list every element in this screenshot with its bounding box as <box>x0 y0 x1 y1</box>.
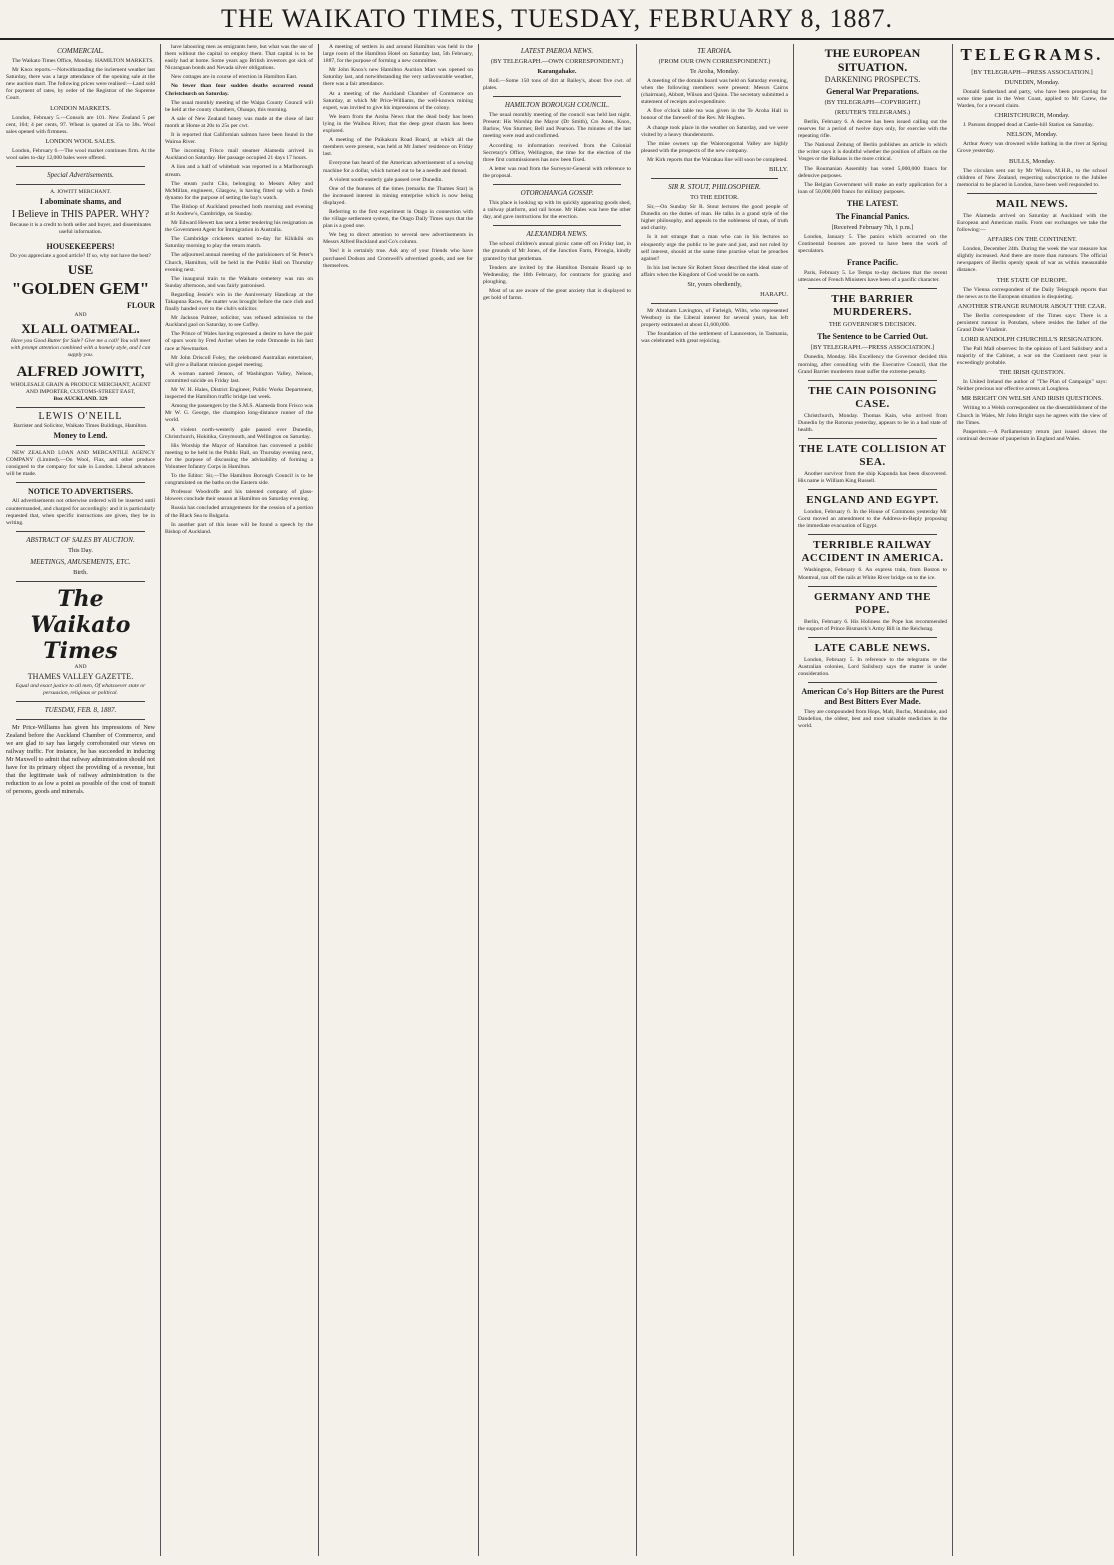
divider <box>493 184 621 185</box>
stout-body: Is it not strange that a man who can in his lectures so eloquently urge the public to be pure and just, and not ruled by self interest, should at the same time practise what he preaches against? <box>641 234 788 262</box>
news-item: A meeting of the Paikakura Road Board, at which all the members were present, was held at Mr James' residence on Friday last. <box>323 137 473 158</box>
churchill-body: The Pall Mall observes: In the opinion of Lord Salisbury and a majority of the Cabinet, a war on the Continent next year is exceedingly probable. <box>957 345 1107 367</box>
alfred-jowitt-box: Box AUCKLAND. 329 <box>53 396 108 403</box>
news-item: The inaugural train to the Waikato cemetery was run on Sunday afternoon, and was fairly patronised. <box>165 275 313 289</box>
oneill-sub: Barrister and Solicitor, Waikato Times Buildings, Hamilton. <box>13 423 148 430</box>
panics-sub: [Received February 7th, 1 p.m.] <box>831 223 914 231</box>
aroha-body: The mine owners up the Waiorongomai Valley are highly pleased with the prospects of the new company. <box>641 140 788 154</box>
dateline: BULLS, Monday. <box>1009 157 1055 165</box>
news-item: A lion and a half of whitebait was reported in a Marlborough stream. <box>165 164 313 178</box>
barrier-body: Dunedin, Monday. His Excellency the Governor decided this morning, after consulting with the Executive Council, that the Grand Barrier murderers must suffer the extreme penalty. <box>798 354 947 375</box>
column-6 <box>794 44 953 1556</box>
welsh-heading: MR BRIGHT ON WELSH AND IRISH QUESTIONS. <box>961 395 1103 403</box>
stout-body: Sir,—On Sunday Sir R. Stout lectures the good people of Dunedin on the duties of man. He talks in a grand style of the higher philosophy, and appeals to the nobleness of man, of truth and charity. <box>641 204 788 232</box>
european-body: The Belgian Government will make an early application for a loan of 50,000,000 francs for military purposes. <box>798 181 947 195</box>
borough-body: A letter was read from the Surveyor-General with reference to the proposal. <box>483 165 631 179</box>
dateline: NELSON, Monday. <box>1006 131 1058 139</box>
continent-heading: AFFAIRS ON THE CONTINENT. <box>987 236 1077 244</box>
rumour-heading: ANOTHER STRANGE RUMOUR ABOUT THE CZAR. <box>957 302 1107 310</box>
abstract-heading: ABSTRACT OF SALES BY AUCTION. <box>26 535 135 544</box>
column-3 <box>319 44 479 1556</box>
european-sub2: General War Preparations. <box>826 87 919 96</box>
alexandra-body: Most of us are aware of the great anxiety that is displayed to get hold of farms. <box>483 287 631 301</box>
alexandra-heading: ALEXANDRA NEWS. <box>526 230 588 239</box>
state-body: The Vienna correspondent of the Daily Telegraph reports that the news as to the European situation is disquieting. <box>957 286 1107 300</box>
news-item: Referring to the first experiment in Otago in connection with the village settlement system, the Otago Daily Times says that the plan is a good one. <box>323 208 473 230</box>
housekeepers-body: Do you appreciate a good article? If so, why not have the best? <box>10 253 151 260</box>
telegram-body: Arthur Avery was drowned while bathing in the river at Spring Grove yesterday. <box>957 141 1107 155</box>
news-item: No fewer than four sudden deaths occurred round Christchurch on Saturday. <box>165 83 313 97</box>
news-item: The Cambridge cricketers started to-day for Kihikihi on Saturday morning to play the return match. <box>165 236 313 250</box>
news-item: The Prince of Wales having expressed a desire to have the pair of spurs worn by Fred Archer when he rode Ormonde in his last race at Newmarket. <box>165 331 313 352</box>
column-7 <box>953 44 1112 1556</box>
divider <box>16 581 145 582</box>
divider <box>16 184 145 185</box>
egypt-heading: ENGLAND AND EGYPT. <box>806 494 939 507</box>
cain-heading: THE CAIN POISONING CASE. <box>808 384 937 410</box>
golden-gem-title: "GOLDEN GEM" <box>11 279 150 299</box>
news-item: Among the passengers by the S.M.S. Alameda from Frisco was Mr W. G. George, the champion long-distance runner of the world. <box>165 403 313 424</box>
hop-bitters-body: They are compounded from Hops, Malt, Buchu, Mandrake, and Dandelion, the oldest, best and most valuable medicines in the world. <box>798 709 947 730</box>
telegram-body: J. Parsons dropped dead at Castle-hill Station on Saturday. <box>963 122 1094 129</box>
gazette-title: THAMES VALLEY GAZETTE. <box>27 671 134 681</box>
divider <box>808 288 937 289</box>
this-day-label: This Day. <box>68 546 93 554</box>
use-label: USE <box>67 262 94 278</box>
alfred-jowitt-sub: WHOLESALE GRAIN & PRODUCE MERCHANT, AGENT AND IMPORTER, CUSTOMS-STREET EAST, <box>10 382 151 396</box>
otorohanga-heading: OTOROHANGA GOSSIP. <box>520 189 594 198</box>
divider <box>16 701 145 702</box>
divider <box>967 193 1097 194</box>
paeroa-sub: (BY TELEGRAPH.—OWN CORRESPONDENT.) <box>490 58 624 65</box>
telegrams-heading: TELEGRAMS. <box>960 45 1104 64</box>
news-item: New cottages are in course of erection in Hamilton East. <box>171 74 298 81</box>
irish-body: In United Ireland the author of "The Plan of Campaign" says: Neither precious nor effective arrests at Loughrea. <box>957 379 1107 393</box>
shams-line: I abominate shams, and <box>39 197 122 207</box>
divider <box>16 719 145 720</box>
news-item: One of the features of the times (remarks the Thames Star) is the increased interest in mining enterprise which is now being displayed. <box>323 185 473 206</box>
news-item: Yes! it is certainly true. Ask any of your friends who have purchased Dodson and Cromwell's advertised goods, and see for themselves. <box>323 248 473 269</box>
divider <box>808 637 937 638</box>
divider <box>16 445 145 446</box>
divider <box>808 682 937 683</box>
railway-body: Washington, February 6. An express train, from Boston to Montreal, ran off the rails at White River bridge on to the ice. <box>798 567 947 581</box>
news-item: The incoming Frisco mail steamer Alameda arrived in Auckland on Saturday. Her passage occupied 21 days 17 hours. <box>165 148 313 162</box>
aroha-body: Mr Kirk reports that the Wairakau line will soon be completed. <box>647 156 788 163</box>
believe-body: Because it is a credit to both seller and buyer, and disseminates useful information. <box>9 222 152 236</box>
mail-news-body: The Alameda arrived on Saturday at Auckland with the European and American mails. From our exchanges we take the following:— <box>957 212 1107 234</box>
divider <box>16 482 145 483</box>
continent-body: London, December 24th. During the week the war measure has slightly increased. And there are more than rumours. The official newspapers of Berlin openly speak of war as within measurable distance. <box>957 246 1107 274</box>
news-item: To the Editor: Sir,—The Hamilton Borough Council is to be congratulated on the baths on the Eastern side. <box>165 473 313 487</box>
borough-heading: HAMILTON BOROUGH COUNCIL. <box>504 101 610 110</box>
stout-signoff: HARAPU. <box>760 290 788 298</box>
divider <box>493 225 621 226</box>
editorial-body: Mr Price-Williams has given his impressions of New Zealand before the Auckland Chamber of Commerce, and we are glad to say has largely corroborated our views on railway traffic. For instance, he has succeeded in inducing Mr Maxwell to admit that railway administration should not have for its primary object the providing of a revenue, but that the legitimate task of railway administration is the reduction to as low a point as possible of the cost of transit of persons, goods and minerals. <box>6 723 155 795</box>
london-markets-heading: LONDON MARKETS. <box>50 104 111 112</box>
barrier-sub: THE GOVERNOR'S DECISION. <box>828 321 917 329</box>
divider <box>16 166 145 167</box>
believe-line: I Believe in THIS PAPER. WHY? <box>11 209 150 221</box>
oneill-title: LEWIS O'NEILL <box>38 411 123 423</box>
divider <box>16 407 145 408</box>
aroha-body: A change took place in the weather on Saturday, and we were visited by a heavy thunderstorm. <box>641 124 788 138</box>
news-item: The usual monthly meeting of the Waipa County Council will be held at the county chambers, Ohaupo, this morning. <box>165 99 313 113</box>
barrier-tel: [BY TELEGRAPH.—PRESS ASSOCIATION.] <box>810 344 935 352</box>
stout-sub: TO THE EDITOR. <box>690 194 739 202</box>
otorohanga-body: This place is looking up with its quickly appearing goods shed, a railway platform, and rail house. Mr Hales was here the other day, and gave instructions for the erection. <box>483 200 631 221</box>
alexandra-body: Tenders are invited by the Hamilton Domain Board up to Wednesday, the 16th February, for contracts for grazing and ploughing. <box>483 264 631 285</box>
european-body: Berlin, February 6. A decree has been issued calling out the reserves for a period of twelve days only, for exercise with the repeating rifle. <box>798 119 947 140</box>
aroha-sub: (FROM OUR OWN CORRESPONDENT.) <box>658 58 771 65</box>
news-item: Mr Jackson Palmer, solicitor, was refused admission to the Auckland gaol on Saturday, to see Coffey. <box>165 315 313 329</box>
oatmeal-body: Have you Good Butter for Sale? Give me a call! You will meet with prompt attention combined with a homely style, and I can supply you. <box>10 338 151 359</box>
telegram-body: The circulars sent out by Mr Wilson, M.H.R., to the school children of New Zealand, respecting subscription to the Jubilee memorial to be placed in London, have been well responded to. <box>957 167 1107 188</box>
stout-heading: SIR R. STOUT, PHILOSOPHER. <box>668 183 761 192</box>
column-2-intro: have labouring men as emigrants here, but what was the use of them without the capital to employ them. That capital is to be easily had at home. Some years ago British investors got sick of Nicaraguan bonds and Nevada silver obligations. <box>165 44 313 72</box>
news-item: The steam yacht Clio, belonging to Messrs Alley and McMillan, engineers, Glasgow, is having fitted up with a fresh dynamo for the purpose of setting the bay's watch. <box>165 180 313 201</box>
european-body: The Roumanian Assembly has voted 5,000,000 francs for defensive purposes. <box>798 165 947 179</box>
meetings-heading: MEETINGS, AMUSEMENTS, ETC. <box>30 557 131 566</box>
divider <box>808 586 937 587</box>
european-tel: (BY TELEGRAPH—COPYRIGHT.) <box>824 99 921 106</box>
divider <box>808 380 937 381</box>
france-heading: France Pacific. <box>846 258 899 268</box>
news-item: In another part of this issue will be found a speech by the Bishop of Auckland. <box>165 521 313 535</box>
wool-sales-heading: LONDON WOOL SALES. <box>45 137 116 145</box>
news-item: The adjourned annual meeting of the parishioners of St Peter's Church, Hamilton, will be held in the Public Hall on Thursday evening next. <box>165 252 313 273</box>
jowitt-ad-header: A. JOWITT MERCHANT. <box>50 189 111 196</box>
stout-close: Sir, yours obediently, <box>687 280 742 288</box>
karangahake-body: Roll.—Some 150 tons of dirt at Bailey's, about five cwt. of plates. <box>483 78 631 92</box>
notice-body: All advertisements not otherwise ordered will be inserted until countermanded, and charged for accordingly: and it is particularly requested that, when specific instructions are given, they be in writing. <box>6 498 155 526</box>
mail-news-heading: MAIL NEWS. <box>995 197 1069 210</box>
stout-body: In his last lecture Sir Robert Stout described the ideal state of affairs when the Kingdom of God would be on earth. <box>641 264 788 278</box>
divider <box>808 534 937 535</box>
and-label: AND <box>74 312 87 319</box>
london-markets-body: London, February 5.—Consols are 101. New Zealand 5 per cent, 104; 4 per cents, 97. Wheat is quoted at 35s to 38s. Wool sales opened with firmness. <box>6 114 155 135</box>
motto: Equal and exact justice to all men, Of whatsoever state or persuasion, religious or political. <box>15 682 146 696</box>
panics-heading: The Financial Panics. <box>835 211 910 221</box>
telegram-body: Donald Sutherland and party, who have been prospecting for some time past in the West Coast, applied to Mr Carew, the Warden, for a reward claim. <box>957 89 1107 110</box>
divider <box>808 438 937 439</box>
european-sub: DARKENING PROSPECTS. <box>824 75 921 84</box>
dateline: DUNEDIN, Monday. <box>1004 79 1060 86</box>
commercial-intro: The Waikato Times Office, Monday. HAMILTON MARKETS. <box>12 58 154 64</box>
karangahake-heading: Karangahake. <box>537 68 577 75</box>
news-item: A violent south-easterly gale passed over Dunedin. <box>329 176 443 183</box>
collision-heading: THE LATE COLLISION AT SEA. <box>798 442 947 468</box>
news-item: Everyone has heard of the American advertisement of a sewing machine for a dollar, which turned out to be a needle and thread. <box>323 160 473 174</box>
news-item: Regarding Jessie's win in the Anniversary Handicap at the Takapuna Races, the matter was brought before the race club and finally handed over to the club's solicitor. <box>165 291 313 313</box>
news-item: Mr John Driscoll Foley, the celebrated Australian entertainer, will give a Ballarat mission gospel meeting. <box>165 354 313 368</box>
aroha-signoff: BILLY. <box>769 166 788 174</box>
egypt-body: London, February 6. In the House of Commons yesterday Mr Gorst moved an amendment to the Address-in-Reply proposing the immediate evacuation of Egypt. <box>798 509 947 530</box>
news-item: A sale of New Zealand honey was made at the close of last month at Home at 20s to 25s per cwt. <box>165 115 313 129</box>
news-item: Professor Woodroffe and his talented company of glass-blowers conclude their season at Hamilton on Saturday evening. <box>165 489 313 503</box>
european-heading: THE EUROPEAN SITUATION. <box>824 46 921 74</box>
news-item: Mr Edward Hewett has sent a letter tendering his resignation as the Government Agent for Immigration in Australia. <box>165 220 313 234</box>
borough-body: According to information received from the Colonial Secretary's Office, Wellington, the time for the election of the three first commissioners has now been fixed. <box>483 142 631 163</box>
divider <box>16 531 145 532</box>
special-ads-heading: Special Advertisements. <box>47 171 114 180</box>
railway-heading: TERRIBLE RAILWAY ACCIDENT IN AMERICA. <box>801 539 944 565</box>
newspaper-logo: The Waikato Times <box>30 585 131 664</box>
european-body: The National Zeitung of Berlin publishes an article in which the writer says it is doubtful whether the position of affairs on the Vosges or the Balkans is the more critical. <box>798 142 947 163</box>
column-2 <box>161 44 319 1556</box>
dateline: CHRISTCHURCH, Monday. <box>994 112 1070 120</box>
money-to-lend: Money to Lend. <box>53 431 108 441</box>
oatmeal-title: XL ALL OATMEAL. <box>21 321 140 337</box>
flour-label: FLOUR <box>127 301 155 311</box>
paeroa-heading: LATEST PAEROA NEWS. <box>520 47 594 55</box>
logo-and: AND <box>74 663 87 670</box>
commercial-body: Mr Knox reports.—Notwithstanding the inclement weather last Saturday, there was a large attendance of the opening sale at the new auction mart. The following prices were realised:—Land sold for payment of rates, by order of the Registrar of the Supreme Court. <box>6 67 155 102</box>
pope-heading: GERMANY AND THE POPE. <box>814 590 931 616</box>
cable-heading: LATE CABLE NEWS. <box>814 641 931 654</box>
aroha-body: A five o'clock table tea was given in the Te Aroha Hall in honour of the farewell of the Rev. Mr Hogben. <box>641 108 788 122</box>
aroha-heading: TE AROHA. <box>697 47 732 55</box>
news-item: Mr Abraham Lavington, of Farleigh, Wilts, who represented Westbury in the Liberal interest for several years, has left property estimated at about £1,600,000. <box>641 307 788 329</box>
divider <box>808 489 937 490</box>
news-item: His Worship the Mayor of Hamilton has convened a public meeting to be held in the Public Hall, on Thursday evening next, for the purpose of discussing the advisability of forming a Volunteer Infantry Corps in Hamilton. <box>165 442 313 470</box>
hop-bitters-heading: American Co's Hop Bitters are the Purest and Best Bitters Ever Made. <box>801 687 944 707</box>
barrier-heading: THE BARRIER MURDERERS. <box>831 293 914 319</box>
collision-body: Another survivor from the ship Kapunda has been discovered. His name is William King Russell. <box>798 470 947 485</box>
news-item: At a meeting of the Auckland Chamber of Commerce on Saturday, at which Mr Price-Williams, the well-known mining expert, was invited to give his impressions of the colony. <box>323 90 473 111</box>
news-item: A violent north-westerly gale passed over Dunedin, Christchurch, Hokitika, Greymouth, and Wellington on Saturday. <box>165 426 313 440</box>
state-heading: THE STATE OF EUROPE. <box>996 276 1068 284</box>
column-5 <box>637 44 794 1556</box>
cable-body: London, February 5. In reference to the telegrams re the Australian colonies, Lord Salisbury says the matter is under consideration. <box>798 656 947 677</box>
housekeepers-heading: HOUSEKEEPERS! <box>46 242 115 252</box>
news-item: It is reported that Californian salmon have been found in the Wairoa River. <box>165 132 313 146</box>
news-item: The foundation of the settlement of Launceston, in Tasmania, was celebrated with great rejoicing. <box>641 331 788 345</box>
news-item: The Bishop of Auckland preached both morning and evening at St Andrew's, Cambridge, on Sunday. <box>165 203 313 217</box>
alfred-jowitt-title: ALFRED JOWITT, <box>16 364 145 381</box>
news-item: Mr W. H. Hales, District Engineer, Public Works Department, inspected the Hamilton traffic bridge last week. <box>165 387 313 401</box>
news-item: We beg to direct attention to several new advertisements in Messrs Alfred Buckland and Co's column. <box>323 232 473 246</box>
latest-heading: THE LATEST. <box>846 198 899 208</box>
alexandra-body: The school children's annual picnic came off on Friday last, in the grounds of Mr Jones, of the Junction Farm, Pirongia, kindly granted by that gentleman. <box>483 241 631 262</box>
barrier-sub2: The Sentence to be Carried Out. <box>817 332 928 342</box>
pope-body: Berlin, February 6. His Holiness the Pope has recommended the support of Prince Bismarck's Army Bill in the Reichstag. <box>798 618 947 632</box>
borough-body: The usual monthly meeting of the council was held last night. Present: His Worship the Mayor (Dr Smith), Crs Jones, Knox, Barlow, Von Sturmer, Bell and Pearson. The minutes of the last meeting were read and confirmed. <box>483 112 631 140</box>
wool-sales-body: London, February 6.—The wool market continues firm. At the wool sales to-day 12,000 bales were offered. <box>6 147 155 161</box>
welsh-body: Writing to a Welsh correspondent on the disestablishment of the Church in Wales, Mr John Bright says he agrees with the view of the Times. <box>957 405 1107 426</box>
panics-body: London, January 5. The panics which occurred on the Continental bourses are proved to have been the work of speculators. <box>798 233 947 255</box>
divider <box>493 96 621 97</box>
divider <box>651 303 778 304</box>
nz-loan-ad: NEW ZEALAND LOAN AND MERCANTILE AGENCY COMPANY (Limited).—On Wool, Flax, and other produce consigned to the company for sale in London. Liberal advances will be made. <box>6 450 155 478</box>
aroha-body: A meeting of the domain board was held on Saturday evening, when the following members were present: Messrs Cairns (chairman), Abbott, Wilson and Quinn. The secretary submitted a statement of receipts and expenditure. <box>641 78 788 106</box>
notice-heading: NOTICE TO ADVERTISERS. <box>27 487 133 497</box>
news-item: Mr John Knox's new Hamilton Auction Mart was opened on Saturday last, and notwithstanding the very unfavourable weather, there was a fair attendance. <box>323 67 473 88</box>
news-item: We learn from the Aroha News that the dead body has been lying in the Waihou River, that the deep great chasm has been explored. <box>323 113 473 135</box>
churchill-heading: LORD RANDOLPH CHURCHILL'S RESIGNATION. <box>960 335 1104 343</box>
aroha-date: Te Aroha, Monday. <box>689 68 740 75</box>
irish-heading: THE IRISH QUESTION. <box>999 369 1065 377</box>
birth-label: Birth. <box>73 568 88 576</box>
dateline: TUESDAY, FEB. 8, 1887. <box>44 705 117 714</box>
divider <box>651 178 778 179</box>
news-item: Russia has concluded arrangements for the cession of a portion of the Black Sea to Bulgaria. <box>165 505 313 519</box>
commercial-heading: COMMERCIAL. <box>57 47 104 55</box>
news-item: A meeting of settlers in and around Hamilton was held in the large room of the Hamilton Hotel on Saturday last, 5th February, 1887, for the purpose of forming a new committee. <box>323 44 473 65</box>
pauperism-body: Pauperism.—A Parliamentary return just issued shows the continual decrease of pauperism in England and Wales. <box>957 428 1107 442</box>
cain-body: Christchurch, Monday. Thomas Kain, who arrived from Dunedin by the Rotorua yesterday, appears to be in a bad state of health. <box>798 412 947 433</box>
column-4 <box>479 44 637 1556</box>
news-item: A woman named Jenson, of Washington Valley, Nelson, committed suicide on Friday last. <box>165 370 313 384</box>
european-agency: (REUTER'S TELEGRAMS.) <box>834 109 911 116</box>
column-1 <box>2 44 161 1556</box>
rumour-body: The Berlin correspondent of the Times says: There is a persistent rumour in Potsdam, where resides the father of the Grand Duke Vladimir. <box>957 312 1107 333</box>
france-body: Paris, February 5. Le Temps to-day declares that the recent utterances of French Ministers have been of a pacific character. <box>798 270 947 284</box>
telegrams-sub: [BY TELEGRAPH—PRESS ASSOCIATION.] <box>971 69 1093 76</box>
masthead: THE WAIKATO TIMES, TUESDAY, FEBRUARY 8, 1887. <box>0 0 1114 40</box>
